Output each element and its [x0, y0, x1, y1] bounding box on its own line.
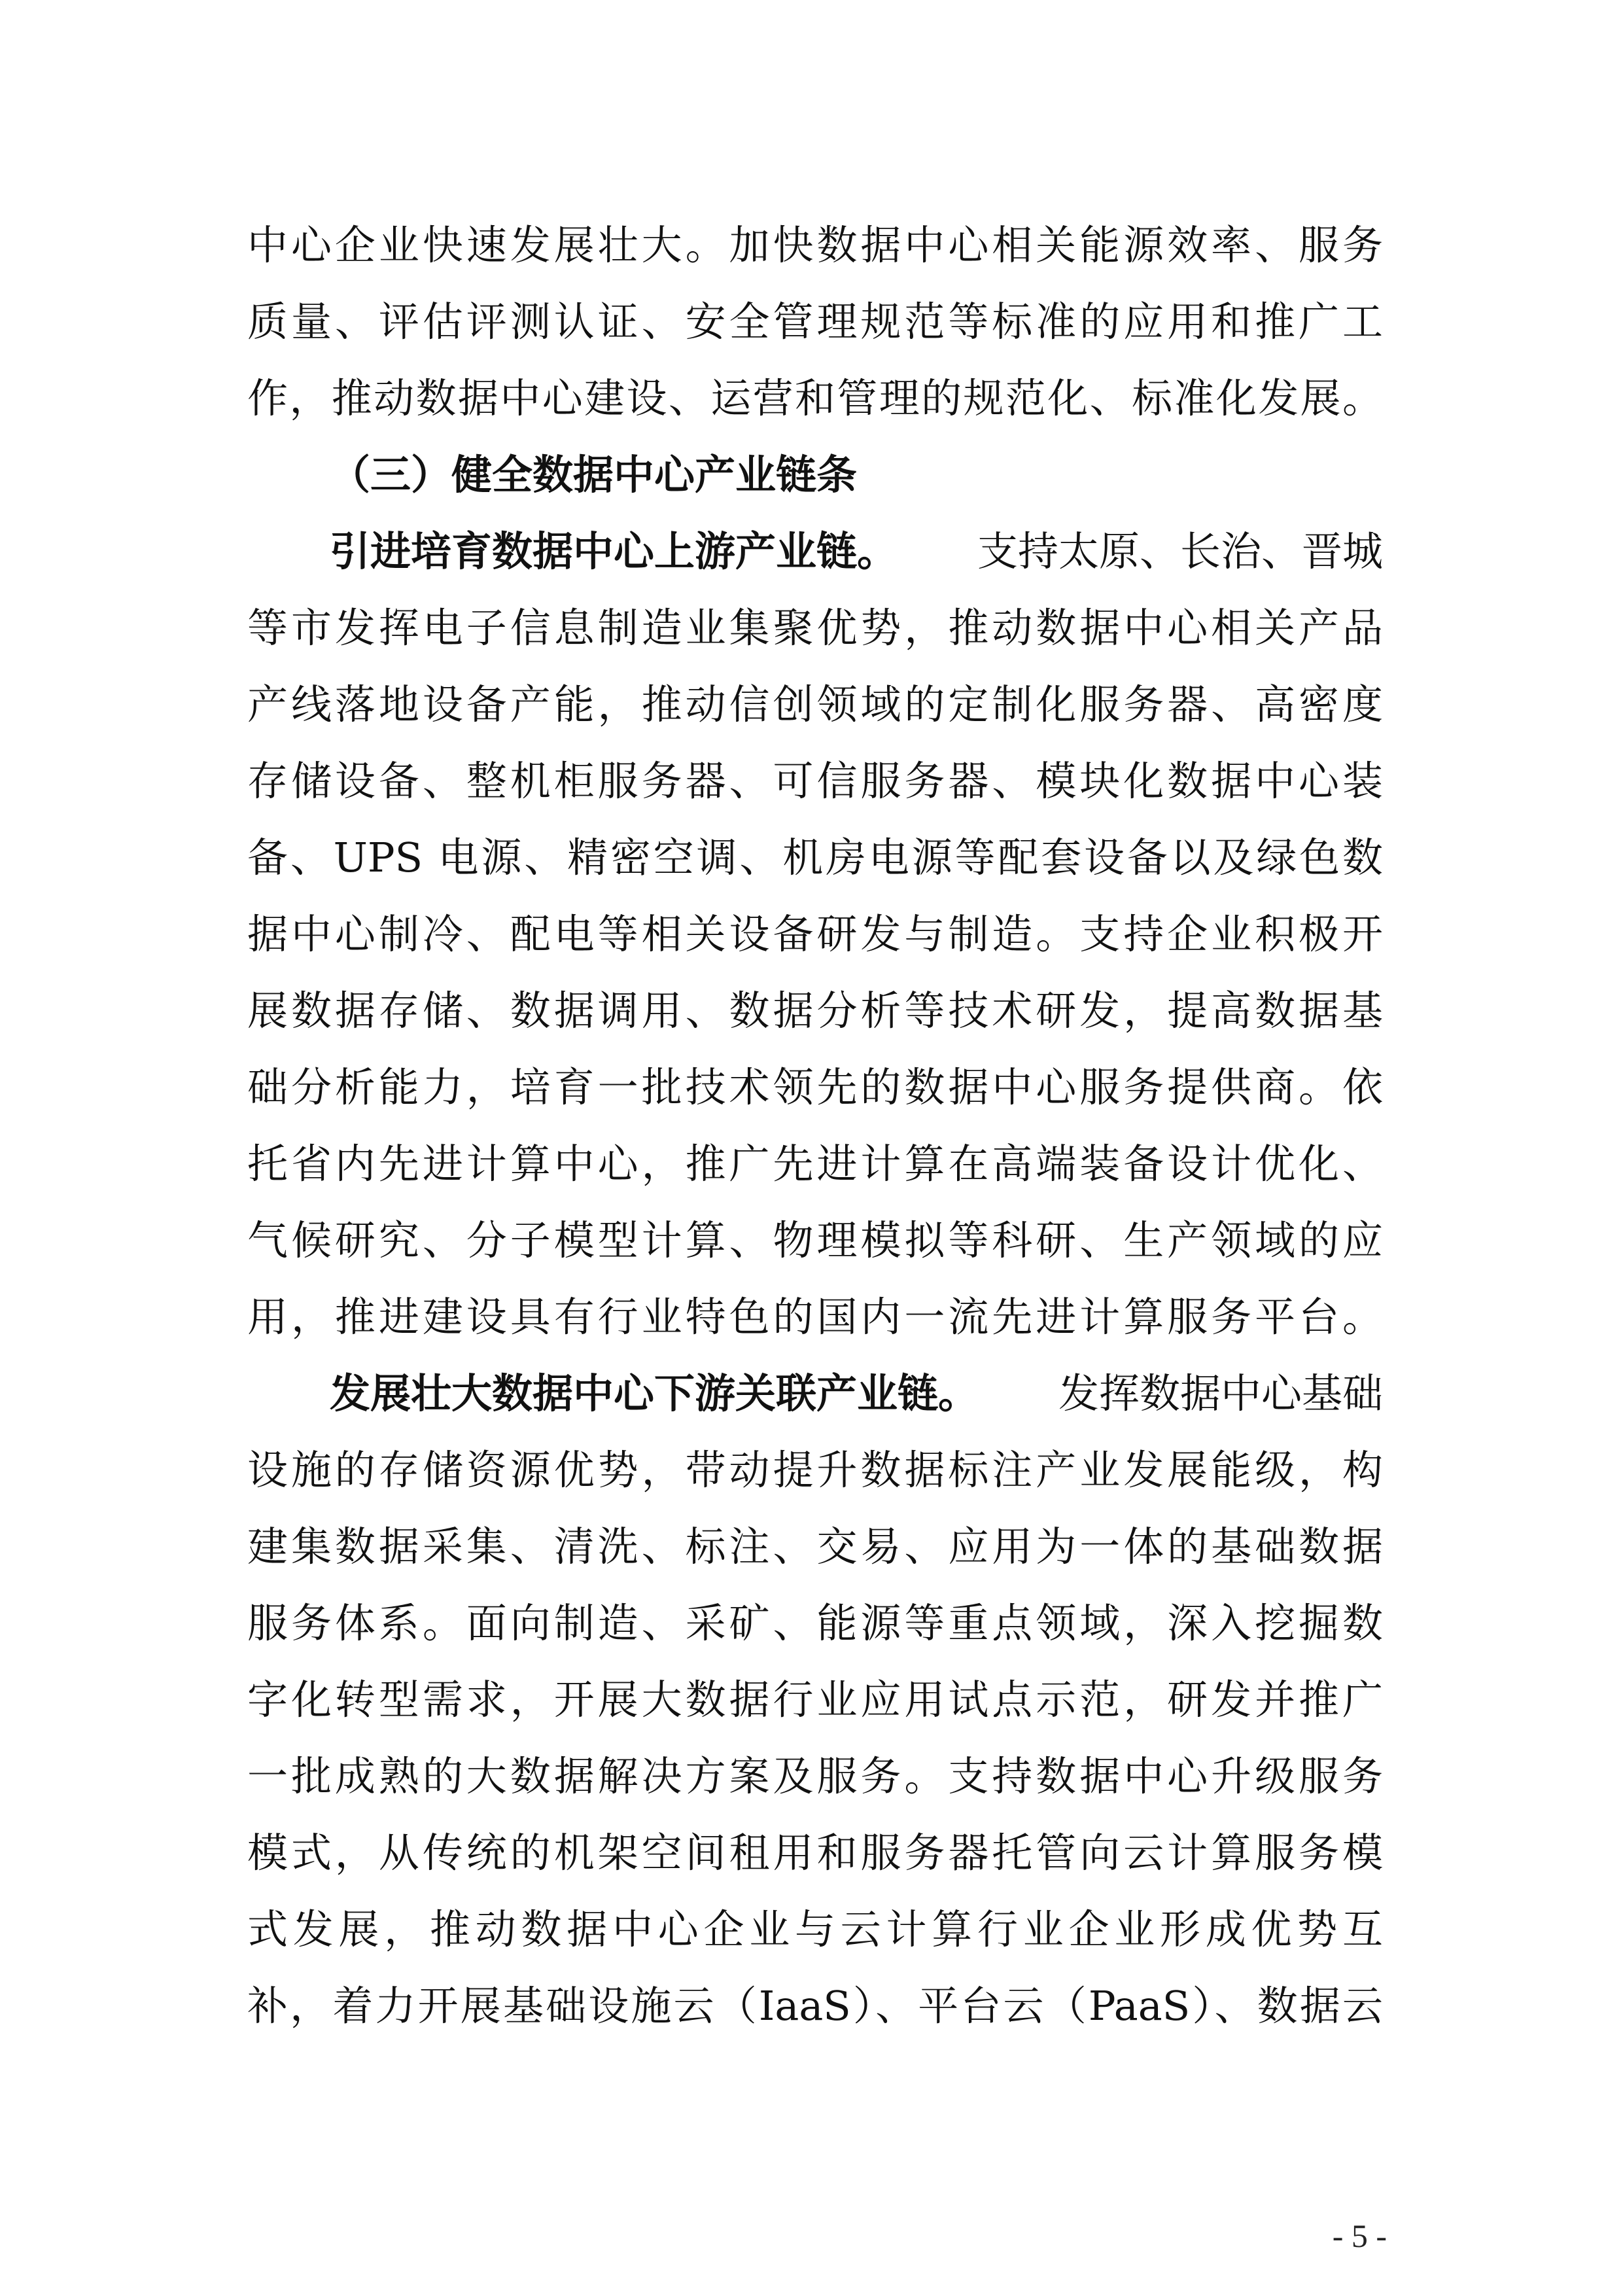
body-line: 质量、评估评测认证、安全管理规范等标准的应用和推广工: [247, 298, 1383, 345]
body-line: 模式，从传统的机架空间租用和服务器托管向云计算服务模: [247, 1829, 1383, 1877]
page-number: - 5 -: [1332, 2217, 1387, 2254]
paragraph-lead-text: 支持太原、长治、晋城: [977, 527, 1383, 575]
body-line: 气候研究、分子模型计算、物理模拟等科研、生产领域的应: [247, 1216, 1383, 1264]
body-line: 据中心制冷、配电等相关设备研发与制造。支持企业积极开: [247, 910, 1383, 958]
paragraph-first-line: [330, 519, 1383, 584]
body-line: 补，着力开展基础设施云（IaaS）、平台云（PaaS）、数据云: [247, 1982, 1383, 2030]
body-line: 作，推动数据中心建设、运营和管理的规范化、标准化发展。: [247, 374, 1383, 422]
body-line: 备、UPS 电源、精密空调、机房电源等配套设备以及绿色数: [247, 834, 1383, 881]
body-line: 展数据存储、数据调用、数据分析等技术研发，提高数据基: [247, 987, 1383, 1034]
body-line: 存储设备、整机柜服务器、可信服务器、模块化数据中心装: [247, 757, 1383, 805]
body-line: 一批成熟的大数据解决方案及服务。支持数据中心升级服务: [247, 1752, 1383, 1800]
body-line: 服务体系。面向制造、采矿、能源等重点领域，深入挖掘数: [247, 1599, 1383, 1647]
paragraph-first-line: [330, 1361, 1383, 1426]
body-line: 建集数据采集、清洗、标注、交易、应用为一体的基础数据: [247, 1523, 1383, 1570]
paragraph-lead-heading: 发展壮大数据中心下游关联产业链。: [330, 1369, 979, 1417]
body-line: 托省内先进计算中心，推广先进计算在高端装备设计优化、: [247, 1140, 1383, 1188]
body-line: 础分析能力，培育一批技术领先的数据中心服务提供商。依: [247, 1063, 1383, 1111]
body-line: 设施的存储资源优势，带动提升数据标注产业发展能级，构: [247, 1446, 1383, 1494]
body-line: 字化转型需求，开展大数据行业应用试点示范，研发并推广: [247, 1676, 1383, 1723]
body-line: 式发展，推动数据中心企业与云计算行业企业形成优势互: [247, 1905, 1383, 1953]
section-heading: （三）健全数据中心产业链条: [330, 451, 858, 499]
body-line: 用，推进建设具有行业特色的国内一流先进计算服务平台。: [247, 1293, 1383, 1341]
paragraph-lead-heading: 引进培育数据中心上游产业链。: [330, 527, 898, 575]
paragraph-lead-text: 发挥数据中心基础: [1058, 1369, 1383, 1417]
body-line: 中心企业快速发展壮大。加快数据中心相关能源效率、服务: [247, 221, 1383, 269]
body-line: 等市发挥电子信息制造业集聚优势，推动数据中心相关产品: [247, 604, 1383, 652]
body-line: 产线落地设备产能，推动信创领域的定制化服务器、高密度: [247, 680, 1383, 728]
